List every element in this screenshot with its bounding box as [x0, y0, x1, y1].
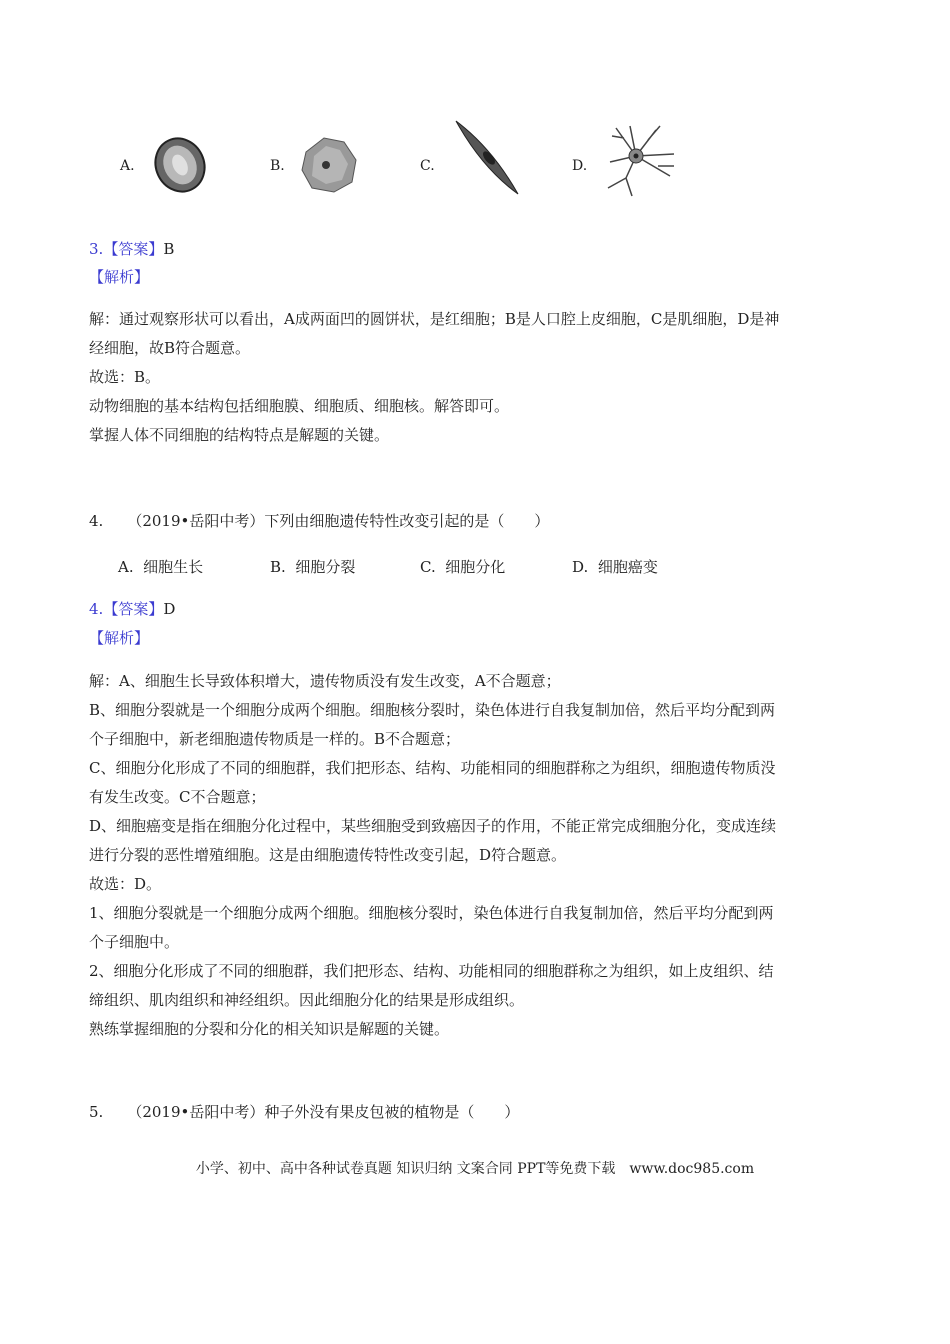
- q4-question: [89, 510, 549, 531]
- option-d-label: D.: [572, 158, 588, 174]
- option-text: 细胞分裂: [295, 558, 356, 576]
- q4-analysis-line: 个子细胞中，新老细胞遗传物质是一样的。B不合题意；: [89, 730, 461, 748]
- option-letter: D.: [572, 558, 589, 576]
- q4-answer-value: D: [163, 600, 176, 618]
- q4-analysis-line: 缔组织、肌肉组织和神经组织。因此细胞分化的结果是形成组织。: [89, 991, 525, 1009]
- q4-analysis-line: 熟练掌握细胞的分裂和分化的相关知识是解题的关键。: [89, 1020, 450, 1038]
- q3-answer: [89, 238, 174, 259]
- q4-analysis-line: C、细胞分化形成了不同的细胞群，我们把形态、结构、功能相同的细胞群称之为组织，细胞遗传物质没: [89, 759, 776, 777]
- red-blood-cell-icon: [150, 135, 210, 195]
- q3-analysis-tag: 【解析】: [89, 268, 150, 286]
- option-a-label: A.: [120, 158, 135, 174]
- option-letter: A.: [118, 558, 134, 576]
- option-b-label: B.: [270, 158, 285, 174]
- muscle-cell-icon: [452, 118, 522, 198]
- nerve-cell-icon: [604, 122, 680, 198]
- q4-option-b: [270, 556, 355, 577]
- q3-answer-tag: 【答案】: [103, 240, 164, 258]
- q4-answer: [89, 598, 175, 619]
- option-text: 细胞生长: [143, 558, 204, 576]
- q3-analysis-line: 解：通过观察形状可以看出，A成两面凹的圆饼状，是红细胞；B是人口腔上皮细胞，C是肌细胞，D是神: [89, 310, 780, 328]
- q3-answer-value: B: [163, 240, 175, 258]
- q4-analysis-line: 进行分裂的恶性增殖细胞。这是由细胞遗传特性改变引起，D符合题意。: [89, 846, 567, 864]
- option-text: 细胞癌变: [597, 558, 658, 576]
- q4-analysis-line: D、细胞癌变是指在细胞分化过程中，某些细胞受到致癌因子的作用，不能正常完成细胞分化，变成连续: [89, 817, 777, 835]
- q4-number: 4.: [89, 512, 104, 530]
- option-c-label: C.: [420, 158, 435, 174]
- q3-analysis-line: 动物细胞的基本结构包括细胞膜、细胞质、细胞核。解答即可。: [89, 397, 510, 415]
- q4-analysis-line: 2、细胞分化形成了不同的细胞群，我们把形态、结构、功能相同的细胞群称之为组织，如上皮组织、结: [89, 962, 774, 980]
- q4-option-a: [118, 556, 203, 577]
- q4-analysis-line: 个子细胞中。: [89, 933, 180, 951]
- q4-analysis-line: B、细胞分裂就是一个细胞分成两个细胞。细胞核分裂时，染色体进行自我复制加倍，然后平均分配到两: [89, 701, 776, 719]
- q4-option-c: [420, 556, 505, 577]
- q4-stem: （2019•岳阳中考）下列由细胞遗传特性改变引起的是（ ）: [127, 512, 550, 530]
- q5-stem: （2019•岳阳中考）种子外没有果皮包被的植物是（ ）: [127, 1103, 520, 1121]
- q4-analysis-line: 1、细胞分裂就是一个细胞分成两个细胞。细胞核分裂时，染色体进行自我复制加倍，然后平均分配到两: [89, 904, 774, 922]
- epithelial-cell-icon: [296, 132, 362, 198]
- page-footer: 小学、初中、高中各种试卷真题 知识归纳 文案合同 PPT等免费下载 www.doc985.com: [195, 1161, 755, 1177]
- option-text: 细胞分化: [445, 558, 506, 576]
- q5-number: 5.: [89, 1103, 104, 1121]
- option-letter: B.: [270, 558, 286, 576]
- q4-option-d: [572, 556, 658, 577]
- q4-analysis-line: 解：A、细胞生长导致体积增大，遗传物质没有发生改变，A不合题意；: [89, 672, 561, 690]
- q4-answer-number: 4.: [89, 600, 104, 618]
- q3-answer-number: 3.: [89, 240, 104, 258]
- q5-question: [89, 1101, 519, 1122]
- q3-analysis-line: 掌握人体不同细胞的结构特点是解题的关键。: [89, 426, 390, 444]
- option-letter: C.: [420, 558, 436, 576]
- q4-answer-tag: 【答案】: [103, 600, 164, 618]
- q4-analysis-line: 有发生改变。C不合题意；: [89, 788, 266, 806]
- q4-analysis-line: 故选：D。: [89, 875, 162, 893]
- q3-analysis-line: 故选：B。: [89, 368, 161, 386]
- q4-analysis-tag: 【解析】: [89, 629, 150, 647]
- q3-analysis-line: 经细胞，故B符合题意。: [89, 339, 251, 357]
